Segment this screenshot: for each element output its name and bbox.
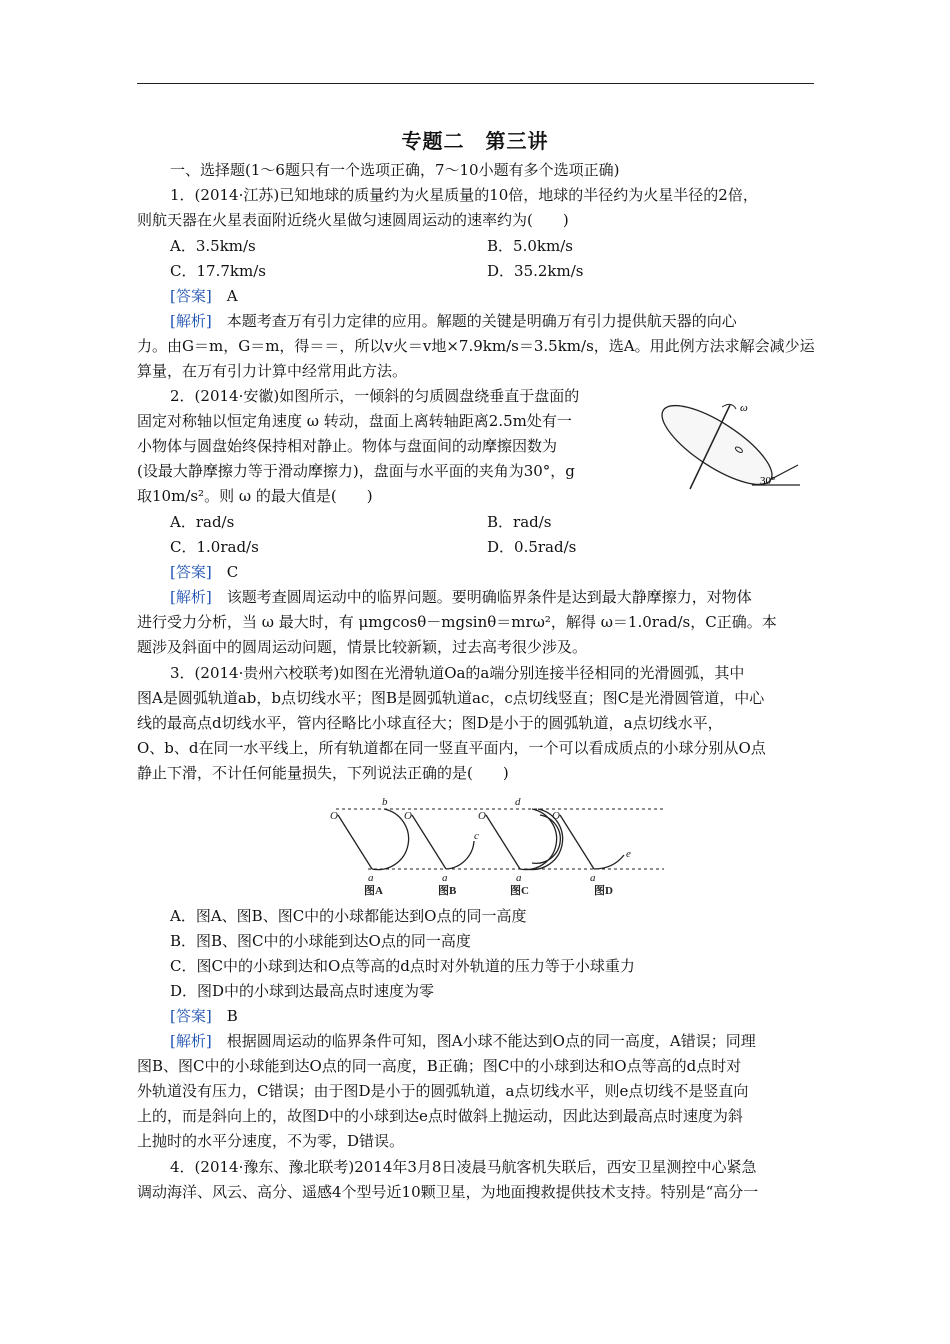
- label-e: e: [626, 848, 631, 860]
- section-heading: 一、选择题(1～6题只有一个选项正确，7～10小题有多个选项正确): [170, 161, 620, 179]
- q3-analysis-line4: 上的，而是斜向上的，故图D中的小球到达e点时做斜上抛运动，因此达到最高点时速度为斜: [137, 1107, 743, 1125]
- label-a-a: a: [368, 872, 374, 884]
- q3-option-d: D．图D中的小球到达最高点时速度为零: [170, 982, 435, 1000]
- analysis-text: 本题考查万有引力定律的应用。解题的关键是明确万有引力提供航天器的向心: [226, 312, 737, 330]
- q1-answer: [170, 286, 238, 306]
- q2-option-a: A．rad/s: [170, 513, 235, 531]
- q1-analysis-line2: 力。由G＝m，G＝m，得＝＝，所以v火＝v地×7.9km/s＝3.5km/s，选A。用此例方法求解会减少运: [137, 337, 815, 355]
- tilted-disc-figure: [652, 397, 802, 492]
- omega-label: ω: [740, 402, 748, 414]
- label-o-a: O: [330, 810, 338, 822]
- q3-analysis-line5: 上抛时的水平分速度，不为零，D错误。: [137, 1132, 405, 1150]
- label-d: d: [515, 796, 521, 808]
- q3-answer: [170, 1006, 238, 1026]
- caption-fig-d: 图D: [594, 885, 613, 897]
- q3-analysis-line2: 图B、图C中的小球能到达O点的同一高度，B正确；图C中的小球到达和O点等高的d点时对: [137, 1057, 742, 1075]
- q1-option-b: B．5.0km/s: [487, 237, 573, 255]
- label-a-c: a: [516, 872, 522, 884]
- q2-option-b: B．rad/s: [487, 513, 552, 531]
- answer-value: A: [226, 287, 238, 305]
- q1-option-c: C．17.7km/s: [170, 262, 266, 280]
- q2-analysis-line1: [170, 587, 752, 607]
- analysis-tag: [解析]: [170, 312, 212, 330]
- q3-option-a: A．图A、图B、图C中的小球都能达到O点的同一高度: [170, 907, 527, 925]
- q2-analysis-line2: 进行受力分析，当 ω 最大时，有 μmgcosθ－mgsinθ＝mrω²，解得 ω＝1.0rad/s，C正确。本: [137, 613, 777, 631]
- header-rule: [137, 83, 814, 84]
- q1-stem-line1: 1．(2014·江苏)已知地球的质量约为火星质量的10倍，地球的半径约为火星半径的2倍，: [170, 186, 758, 204]
- caption-fig-c: 图C: [510, 885, 529, 897]
- answer-tag: [答案]: [170, 1007, 212, 1025]
- q2-stem-line5: 取10m/s²。则 ω 的最大值是( ): [137, 487, 373, 505]
- q2-analysis-line3: 题涉及斜面中的圆周运动问题，情景比较新颖，过去高考很少涉及。: [137, 638, 588, 656]
- q1-option-a: A．3.5km/s: [170, 237, 256, 255]
- q2-option-d: D．0.5rad/s: [487, 538, 577, 556]
- q3-option-b: B．图B、图C中的小球能到达O点的同一高度: [170, 932, 471, 950]
- q3-stem-line4: O、b、d在同一水平线上，所有轨道都在同一竖直平面内，一个可以看成质点的小球分别从O点: [137, 739, 766, 757]
- q3-option-c: C．图C中的小球到达和O点等高的d点时对外轨道的压力等于小球重力: [170, 957, 635, 975]
- q1-stem-line2: 则航天器在火星表面附近绕火星做匀速圆周运动的速率约为( ): [137, 211, 569, 229]
- q3-stem-line1: 3．(2014·贵州六校联考)如图在光滑轨道Oa的a端分别连接半径相同的光滑圆弧，其中: [170, 664, 745, 682]
- q3-stem-line2: 图A是圆弧轨道ab，b点切线水平；图B是圆弧轨道ac，c点切线竖直；图C是光滑圆管道，中心: [137, 689, 765, 707]
- q2-stem-line4: (设最大静摩擦力等于滑动摩擦力)，盘面与水平面的夹角为30°，g: [137, 462, 575, 480]
- track-figures: [328, 793, 668, 897]
- q2-answer: [170, 562, 238, 582]
- answer-value: B: [226, 1007, 238, 1025]
- label-c: c: [474, 830, 479, 842]
- analysis-text: 该题考查圆周运动中的临界问题。要明确临界条件是达到最大静摩擦力，对物体: [226, 588, 752, 606]
- label-b: b: [382, 796, 388, 808]
- analysis-tag: [解析]: [170, 1032, 212, 1050]
- q1-analysis-line3: 算量，在万有引力计算中经常用此方法。: [137, 362, 408, 380]
- label-o-d: O: [552, 810, 560, 822]
- q3-analysis-line1: [170, 1031, 756, 1051]
- answer-tag: [答案]: [170, 563, 212, 581]
- q4-stem-line1: 4．(2014·豫东、豫北联考)2014年3月8日凌晨马航客机失联后，西安卫星测控中心紧急: [170, 1158, 757, 1176]
- answer-value: C: [226, 563, 239, 581]
- caption-fig-a: 图A: [364, 885, 383, 897]
- q1-option-d: D．35.2km/s: [487, 262, 584, 280]
- label-o-b: O: [404, 810, 412, 822]
- q2-stem-line2: 固定对称轴以恒定角速度 ω 转动，盘面上离转轴距离2.5m处有一: [137, 412, 572, 430]
- angle-label: 30°: [760, 475, 776, 487]
- caption-fig-b: 图B: [438, 885, 457, 897]
- answer-tag: [答案]: [170, 287, 212, 305]
- q1-analysis-line1: [170, 311, 737, 331]
- q3-analysis-line3: 外轨道没有压力，C错误；由于图D是小于的圆弧轨道，a点切线水平，则e点切线不是竖直向: [137, 1082, 749, 1100]
- page-title: 专题二 第三讲: [401, 129, 549, 153]
- q2-option-c: C．1.0rad/s: [170, 538, 259, 556]
- q2-stem-line3: 小物体与圆盘始终保持相对静止。物体与盘面间的动摩擦因数为: [137, 437, 558, 455]
- q3-stem-line3: 线的最高点d切线水平，管内径略比小球直径大；图D是小于的圆弧轨道，a点切线水平，: [137, 714, 723, 732]
- q2-stem-line1: 2．(2014·安徽)如图所示，一倾斜的匀质圆盘绕垂直于盘面的: [170, 387, 580, 405]
- q3-stem-line5: 静止下滑，不计任何能量损失，下列说法正确的是( ): [137, 764, 509, 782]
- label-o-c: O: [478, 810, 486, 822]
- label-a-b: a: [442, 872, 448, 884]
- analysis-tag: [解析]: [170, 588, 212, 606]
- q4-stem-line2: 调动海洋、风云、高分、遥感4个型号近10颗卫星，为地面搜救提供技术支持。特别是“高分一: [137, 1183, 759, 1201]
- label-a-d: a: [590, 872, 596, 884]
- analysis-text: 根据圆周运动的临界条件可知，图A小球不能达到O点的同一高度，A错误；同理: [226, 1032, 756, 1050]
